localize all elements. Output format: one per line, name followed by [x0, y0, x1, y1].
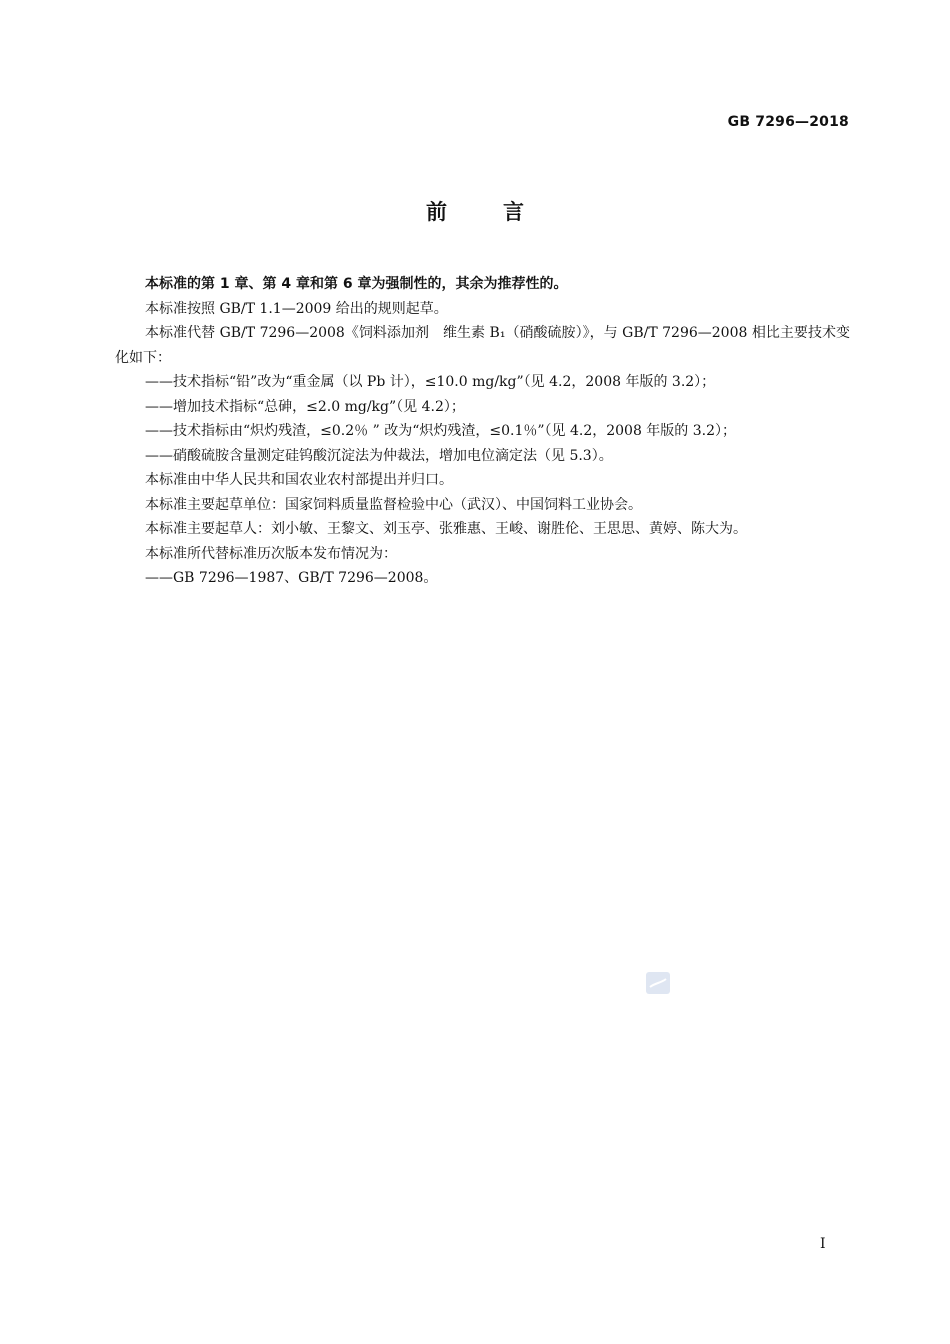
paragraph-drafters: 本标准主要起草人：刘小敏、王黎文、刘玉亭、张雅惠、王峻、谢胜伦、王思思、黄婷、陈大为。 — [145, 521, 747, 537]
paragraph-drafting-rules: 本标准按照 GB/T 1.1—2009 给出的规则起草。 — [145, 300, 448, 317]
page-title: 前言 — [426, 200, 580, 224]
paragraph-proposer: 本标准由中华人民共和国农业农村部提出并归口。 — [145, 472, 453, 488]
paragraph-replacement: 本标准代替 GB/T 7296—2008《饲料添加剂 维生素 B₁（硝酸硫胺）》，与 GB/T 7296—2008 相比主要技术变化如下： — [115, 325, 850, 366]
foreword-body — [115, 272, 850, 591]
list-item-history: ——GB 7296—1987、GB/T 7296—2008。 — [145, 570, 438, 586]
sac-watermark-logo — [646, 972, 670, 994]
list-item-change: ——增加技术指标“总砷，≤2.0 mg/kg”（见 4.2）； — [145, 398, 465, 415]
list-item-change: ——技术指标由“炽灼残渣，≤0.2％ ” 改为“炽灼残渣，≤0.1％”（见 4.2，2008 年版的 3.2）； — [145, 423, 737, 439]
list-item-change: ——硝酸硫胺含量测定硅钨酸沉淀法为仲裁法，增加电位滴定法（见 5.3）。 — [145, 447, 613, 464]
list-item-change: ——技术指标“铅”改为“重金属（以 Pb 计），≤10.0 mg/kg”（见 4.2，2008 年版的 3.2）； — [145, 374, 716, 390]
standard-code: GB 7296—2018 — [727, 114, 849, 130]
paragraph-mandatory-clauses: 本标准的第 1 章、第 4 章和第 6 章为强制性的，其余为推荐性的。 — [145, 276, 568, 292]
paragraph-drafting-units: 本标准主要起草单位：国家饲料质量监督检验中心（武汉）、中国饲料工业协会。 — [145, 496, 642, 513]
paragraph-history-intro: 本标准所代替标准历次版本发布情况为： — [145, 545, 397, 562]
page-number: I — [820, 1236, 826, 1252]
